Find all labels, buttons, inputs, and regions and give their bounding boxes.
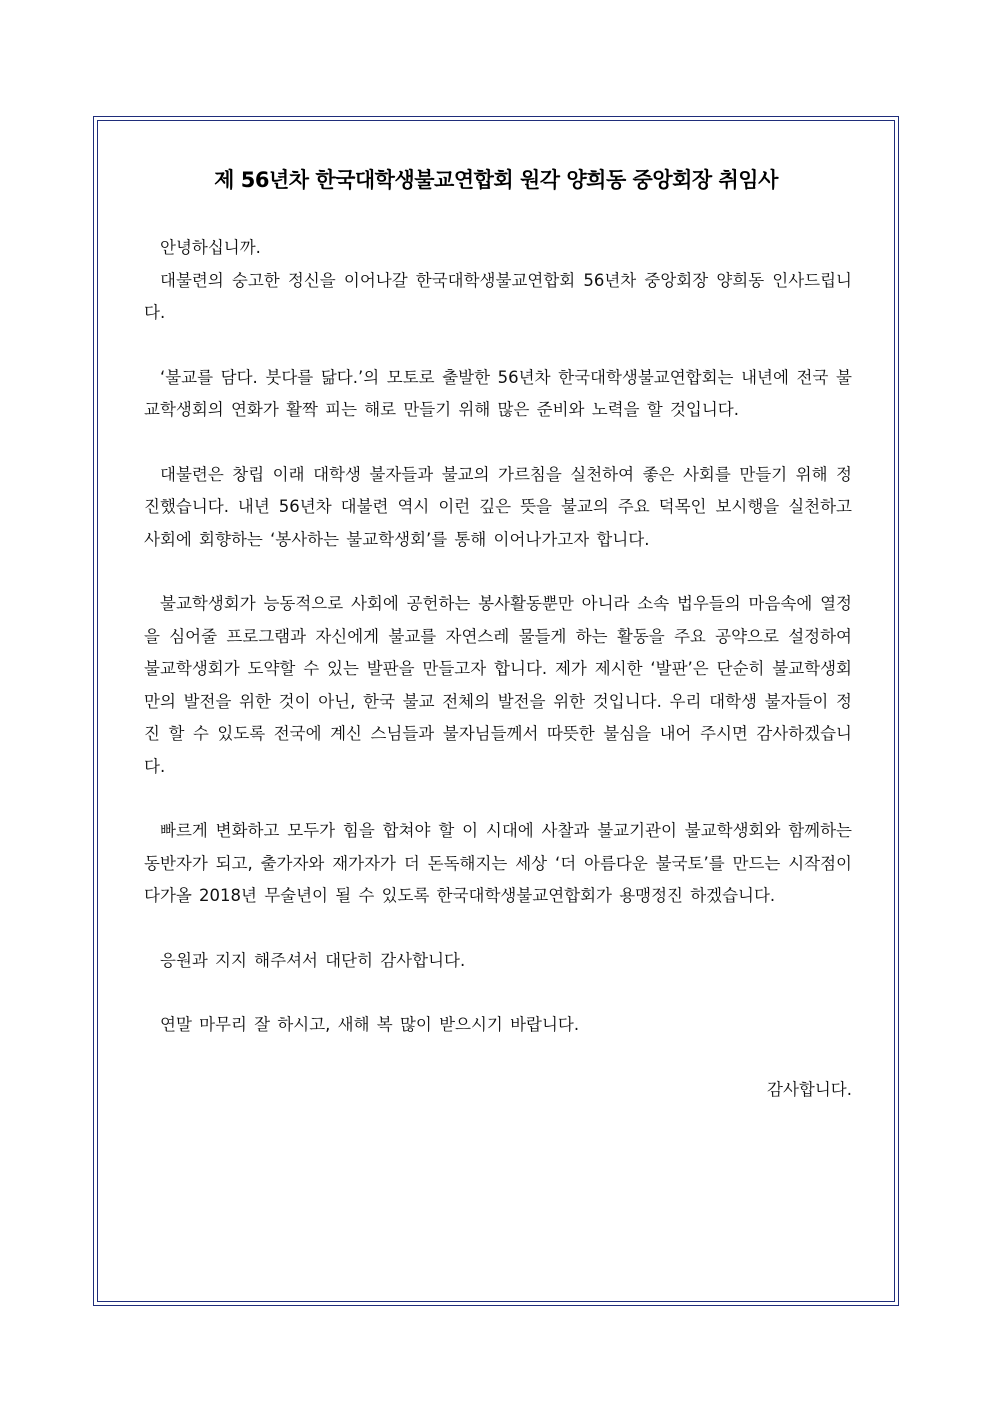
- greeting: 안녕하십니까.: [160, 238, 261, 257]
- paragraph-vision: 빠르게 변화하고 모두가 힘을 합쳐야 할 이 시대에 사찰과 불교기관이 불교학생회와 함께하는 동반자가 되고, 출가자와 재가자가 더 돈독해지는 세상 ‘더 아름다운 불국토’를 만드는 시작점이 다가올 2018년 무술년이 될 수 있도록 한국대학생불교연합회가 용맹정진 하겠습니다.: [144, 821, 852, 905]
- paragraph-newyear: 연말 마무리 잘 하시고, 새해 복 많이 받으시기 바랍니다.: [160, 1015, 580, 1034]
- document-body: [144, 232, 852, 1106]
- document-title: 제 56년차 한국대학생불교연합회 원각 양희동 중앙회장 취임사: [214, 168, 778, 192]
- paragraph-history: 대불련은 창립 이래 대학생 불자들과 불교의 가르침을 실천하여 좋은 사회를 만들기 위해 정진했습니다. 내년 56년차 대불련 역시 이런 깊은 뜻을 불교의 주요 덕목인 보시행을 실천하고 사회에 회향하는 ‘봉사하는 불교학생회’를 통해 이어나가고자 합니다.: [144, 464, 852, 549]
- paragraph-motto: ‘불교를 담다. 붓다를 닮다.’의 모토로 출발한 56년차 한국대학생불교연합회는 내년에 전국 불교학생회의 연화가 활짝 피는 해로 만들기 위해 많은 준비와 노력을 할 것입니다.: [144, 367, 852, 419]
- paragraph-pledge: 불교학생회가 능동적으로 사회에 공헌하는 봉사활동뿐만 아니라 소속 법우들의 마음속에 열정을 심어줄 프로그램과 자신에게 불교를 자연스레 물들게 하는 활동을 주요 공약으로 설정하여 불교학생회가 도약할 수 있는 발판을 만들고자 합니다. 제가 제시한 ‘발판’은 단순히 불교학생회만의 발전을 위한 것이 아닌, 한국 불교 전체의 발전을 위한 것입니다. 우리 대학생 불자들이 정진 할 수 있도록 전국에 계신 스님들과 불자님들께서 따뜻한 불심을 내어 주시면 감사하겠습니다.: [144, 594, 852, 776]
- paragraph-intro: 대불련의 숭고한 정신을 이어나갈 한국대학생불교연합회 56년차 중앙회장 양희동 인사드립니다.: [144, 270, 852, 322]
- paragraph-thanks: 응원과 지지 해주셔서 대단히 감사합니다.: [160, 950, 466, 970]
- closing-signoff: 감사합니다.: [767, 1079, 852, 1099]
